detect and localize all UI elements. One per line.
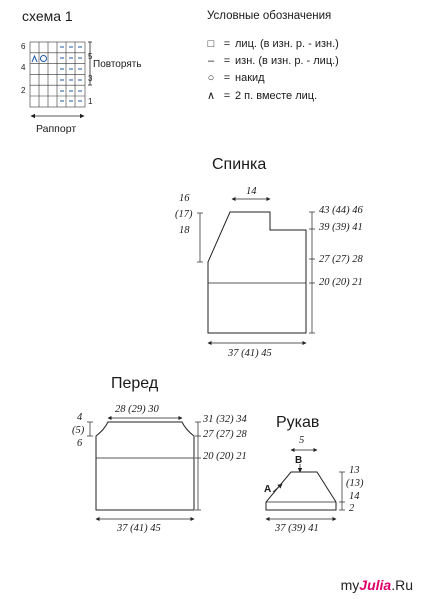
sleeve-label-a: А [264, 484, 272, 495]
repeat-label: Повторять [93, 59, 142, 70]
circle-icon: ○ [207, 72, 215, 84]
rapport-label: Раппорт [36, 123, 77, 135]
sleeve-right-3: 14 [349, 491, 360, 502]
front-top-width: 28 (29) 30 [115, 404, 159, 415]
row-number-3: 3 [88, 74, 93, 83]
square-icon: □ [207, 38, 215, 50]
sleeve-piece [266, 450, 345, 519]
sleeve-right-2: (13) [346, 478, 364, 489]
back-right-1: 43 (44) 46 [319, 205, 363, 216]
front-bottom-width: 37 (41) 45 [117, 523, 161, 534]
front-piece [87, 418, 201, 519]
front-right-2: 27 (27) 28 [203, 429, 247, 440]
sleeve-top-width: 5 [299, 435, 305, 446]
legend-item-text: лиц. (в изн. р. - изн.) [235, 38, 339, 50]
row-number-4: 4 [21, 63, 26, 72]
back-title: Спинка [212, 156, 267, 173]
site-watermark: myJulia.Ru [340, 577, 413, 593]
back-left-mid: (17) [175, 209, 193, 220]
front-title: Перед [111, 375, 159, 392]
row-number-5: 5 [88, 52, 93, 61]
sleeve-bottom-width: 37 (39) 41 [275, 523, 319, 534]
sleeve-title: Рукав [276, 414, 320, 431]
front-left-2: (5) [72, 425, 85, 436]
sleeve-label-b: В [295, 455, 303, 466]
legend-item-text: изн. (в изн. р. - лиц.) [235, 55, 339, 67]
sleeve-right-4: 2 [349, 503, 355, 514]
back-neck-width: 14 [246, 186, 257, 197]
legend-item-purl: – = изн. (в изн. р. - лиц.) [203, 55, 339, 67]
sleeve-right-1: 13 [349, 465, 360, 476]
row-number-2: 2 [21, 86, 26, 95]
front-right-1: 31 (32) 34 [203, 414, 247, 425]
row-number-1: 1 [88, 97, 93, 106]
back-bottom-width: 37 (41) 45 [228, 348, 272, 359]
legend-item-k2tog: ∧ = 2 п. вместе лиц. [203, 89, 317, 102]
back-right-3: 27 (27) 28 [319, 254, 363, 265]
legend-item-yarn-over: ○ = накид [203, 72, 265, 84]
front-left-1: 4 [77, 412, 83, 423]
dash-icon: – [207, 55, 215, 67]
row-number-6: 6 [21, 42, 26, 51]
schema-title: схема 1 [22, 8, 73, 24]
legend-item-text: накид [235, 72, 265, 84]
front-left-3: 6 [77, 438, 83, 449]
legend-title: Условные обозначения [207, 10, 332, 22]
schema-chart [30, 42, 92, 116]
front-right-3: 20 (20) 21 [203, 451, 247, 462]
back-left-top: 16 [179, 193, 190, 204]
legend-item-text: 2 п. вместе лиц. [235, 89, 318, 102]
back-right-2: 39 (39) 41 [319, 222, 363, 233]
back-left-bot: 18 [179, 225, 190, 236]
caret-icon: ∧ [206, 90, 216, 102]
back-right-4: 20 (20) 21 [319, 277, 363, 288]
legend-item-knit: □ = лиц. (в изн. р. - изн.) [203, 38, 339, 50]
back-piece [197, 199, 315, 343]
